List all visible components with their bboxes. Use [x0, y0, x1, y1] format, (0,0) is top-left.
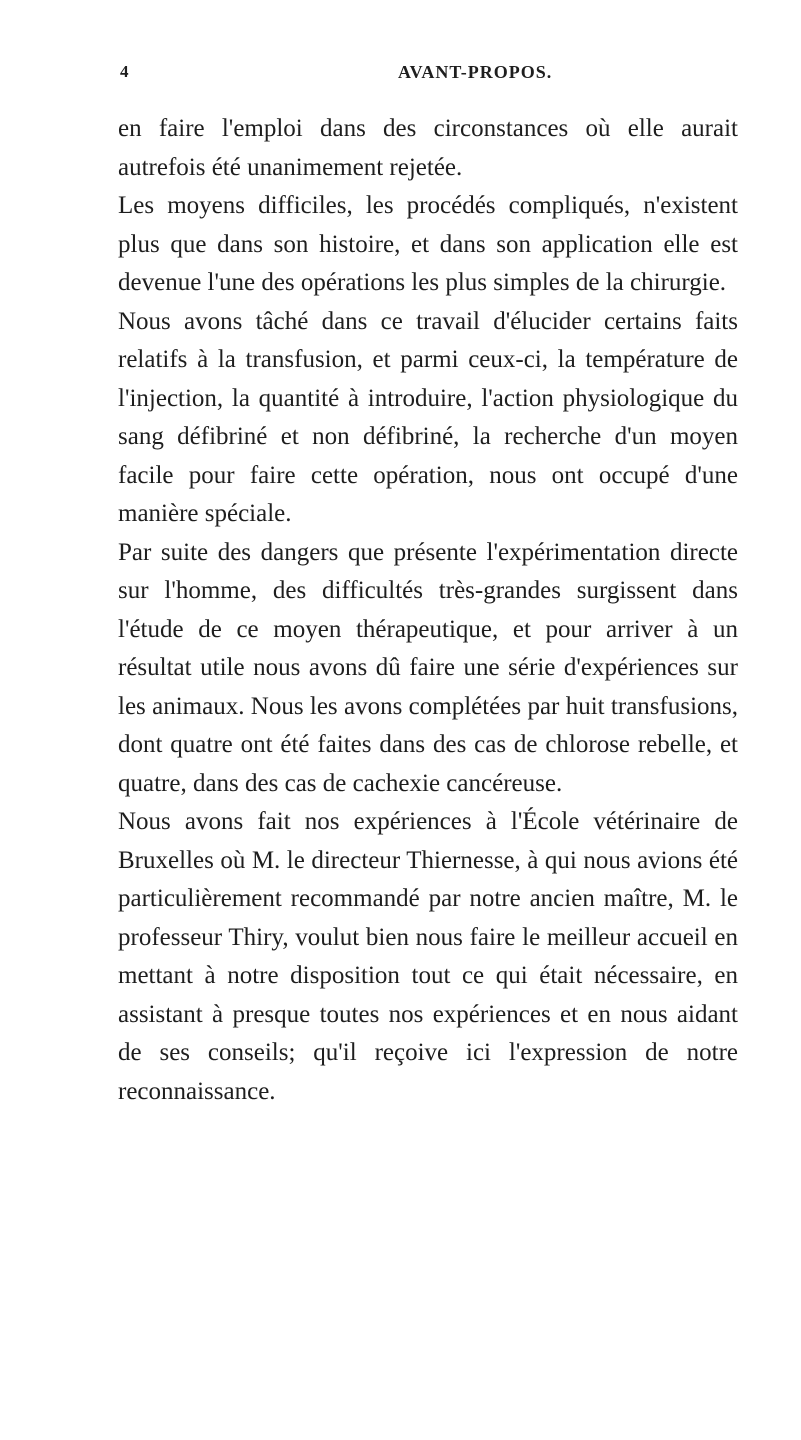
paragraph-continuation: en faire l'emploi dans des circonstances où elle aurait autrefois été unanimement rejetée.	[118, 115, 738, 181]
paragraph-acknowledgement: Nous avons fait nos expériences à l'École vétérinaire de Bruxelles où M. le directeur Thiernesse, à qui nous avions été particulièrement recommandé par notre ancien maître, M. le professeur Thiry, voulut bien nous faire le meilleur accueil en mettant à notre disposition tout ce qui était nécessaire, en assistant à presque toutes nos expériences et en nous aidant de ses conseils; qu'il reçoive ici l'expression de notre reconnaissance.	[118, 808, 738, 1105]
paragraph-experiments: Par suite des dangers que présente l'expérimentation directe sur l'homme, des difficultés très-grandes surgissent dans l'étude de ce moyen thérapeutique, et pour arriver à un résultat utile nous avons dû faire une série d'expériences sur les animaux. Nous les avons complétées par huit transfusions, dont quatre ont été faites dans des cas de chlorose rebelle, et quatre, dans des cas de cachexie cancéreuse.	[118, 538, 738, 797]
running-title: AVANT-PROPOS.	[398, 62, 553, 82]
body-text	[118, 110, 738, 1111]
page-number: 4	[120, 62, 129, 81]
paragraph-methods: Les moyens difficiles, les procédés compliqués, n'existent plus que dans son histoire, et dans son application elle est devenue l'une des opérations les plus simples de la chirurgie.	[118, 192, 738, 296]
paragraph-aims: Nous avons tâché dans ce travail d'élucider certains faits relatifs à la transfusion, et parmi ceux-ci, la température de l'injection, la quantité à introduire, l'action physiologique du sang défibriné et non défibriné, la recherche d'un moyen facile pour faire cette opération, nous ont occupé d'une manière spéciale.	[118, 307, 738, 527]
running-head	[118, 62, 738, 86]
